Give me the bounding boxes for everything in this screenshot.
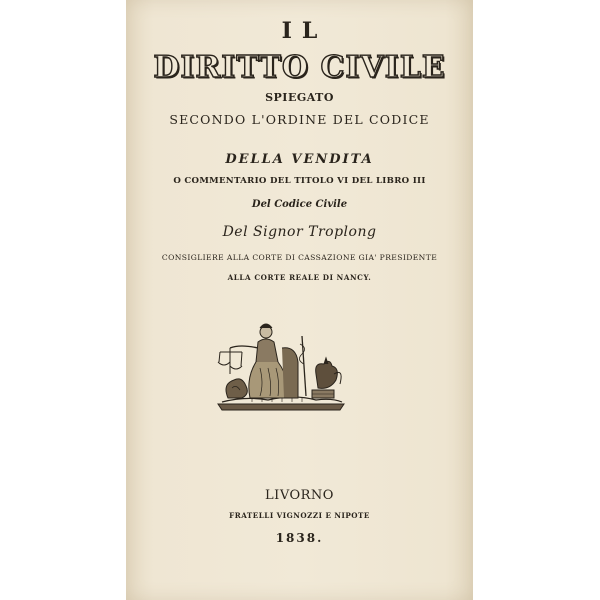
author-role-line-2: ALLA CORTE REALE DI NANCY. bbox=[227, 273, 372, 282]
subtitle-line: SECONDO L'ORDINE DEL CODICE bbox=[169, 112, 430, 127]
author-line: Del Signor Troplong bbox=[222, 224, 377, 240]
author-role-line-1: CONSIGLIERE ALLA CORTE DI CASSAZIONE GIA' PRESIDENTE bbox=[161, 253, 438, 262]
book-title: DIRITTO CIVILE bbox=[153, 50, 446, 85]
imprint-publisher: FRATELLI VIGNOZZI E NIPOTE bbox=[229, 511, 370, 520]
section-title: DELLA VENDITA bbox=[225, 152, 374, 167]
title-subtitle: SPIEGATO bbox=[265, 91, 334, 104]
imprint-year: 1838. bbox=[275, 531, 324, 545]
imprint-place: LIVORNO bbox=[265, 488, 334, 503]
commentary-line: O COMMENTARIO DEL TITOLO VI DEL LIBRO III bbox=[173, 176, 426, 186]
title-page bbox=[126, 0, 473, 600]
code-line: Del Codice Civile bbox=[251, 199, 348, 210]
title-article: IL bbox=[281, 18, 328, 44]
justice-allegory-engraving-icon bbox=[216, 318, 346, 412]
